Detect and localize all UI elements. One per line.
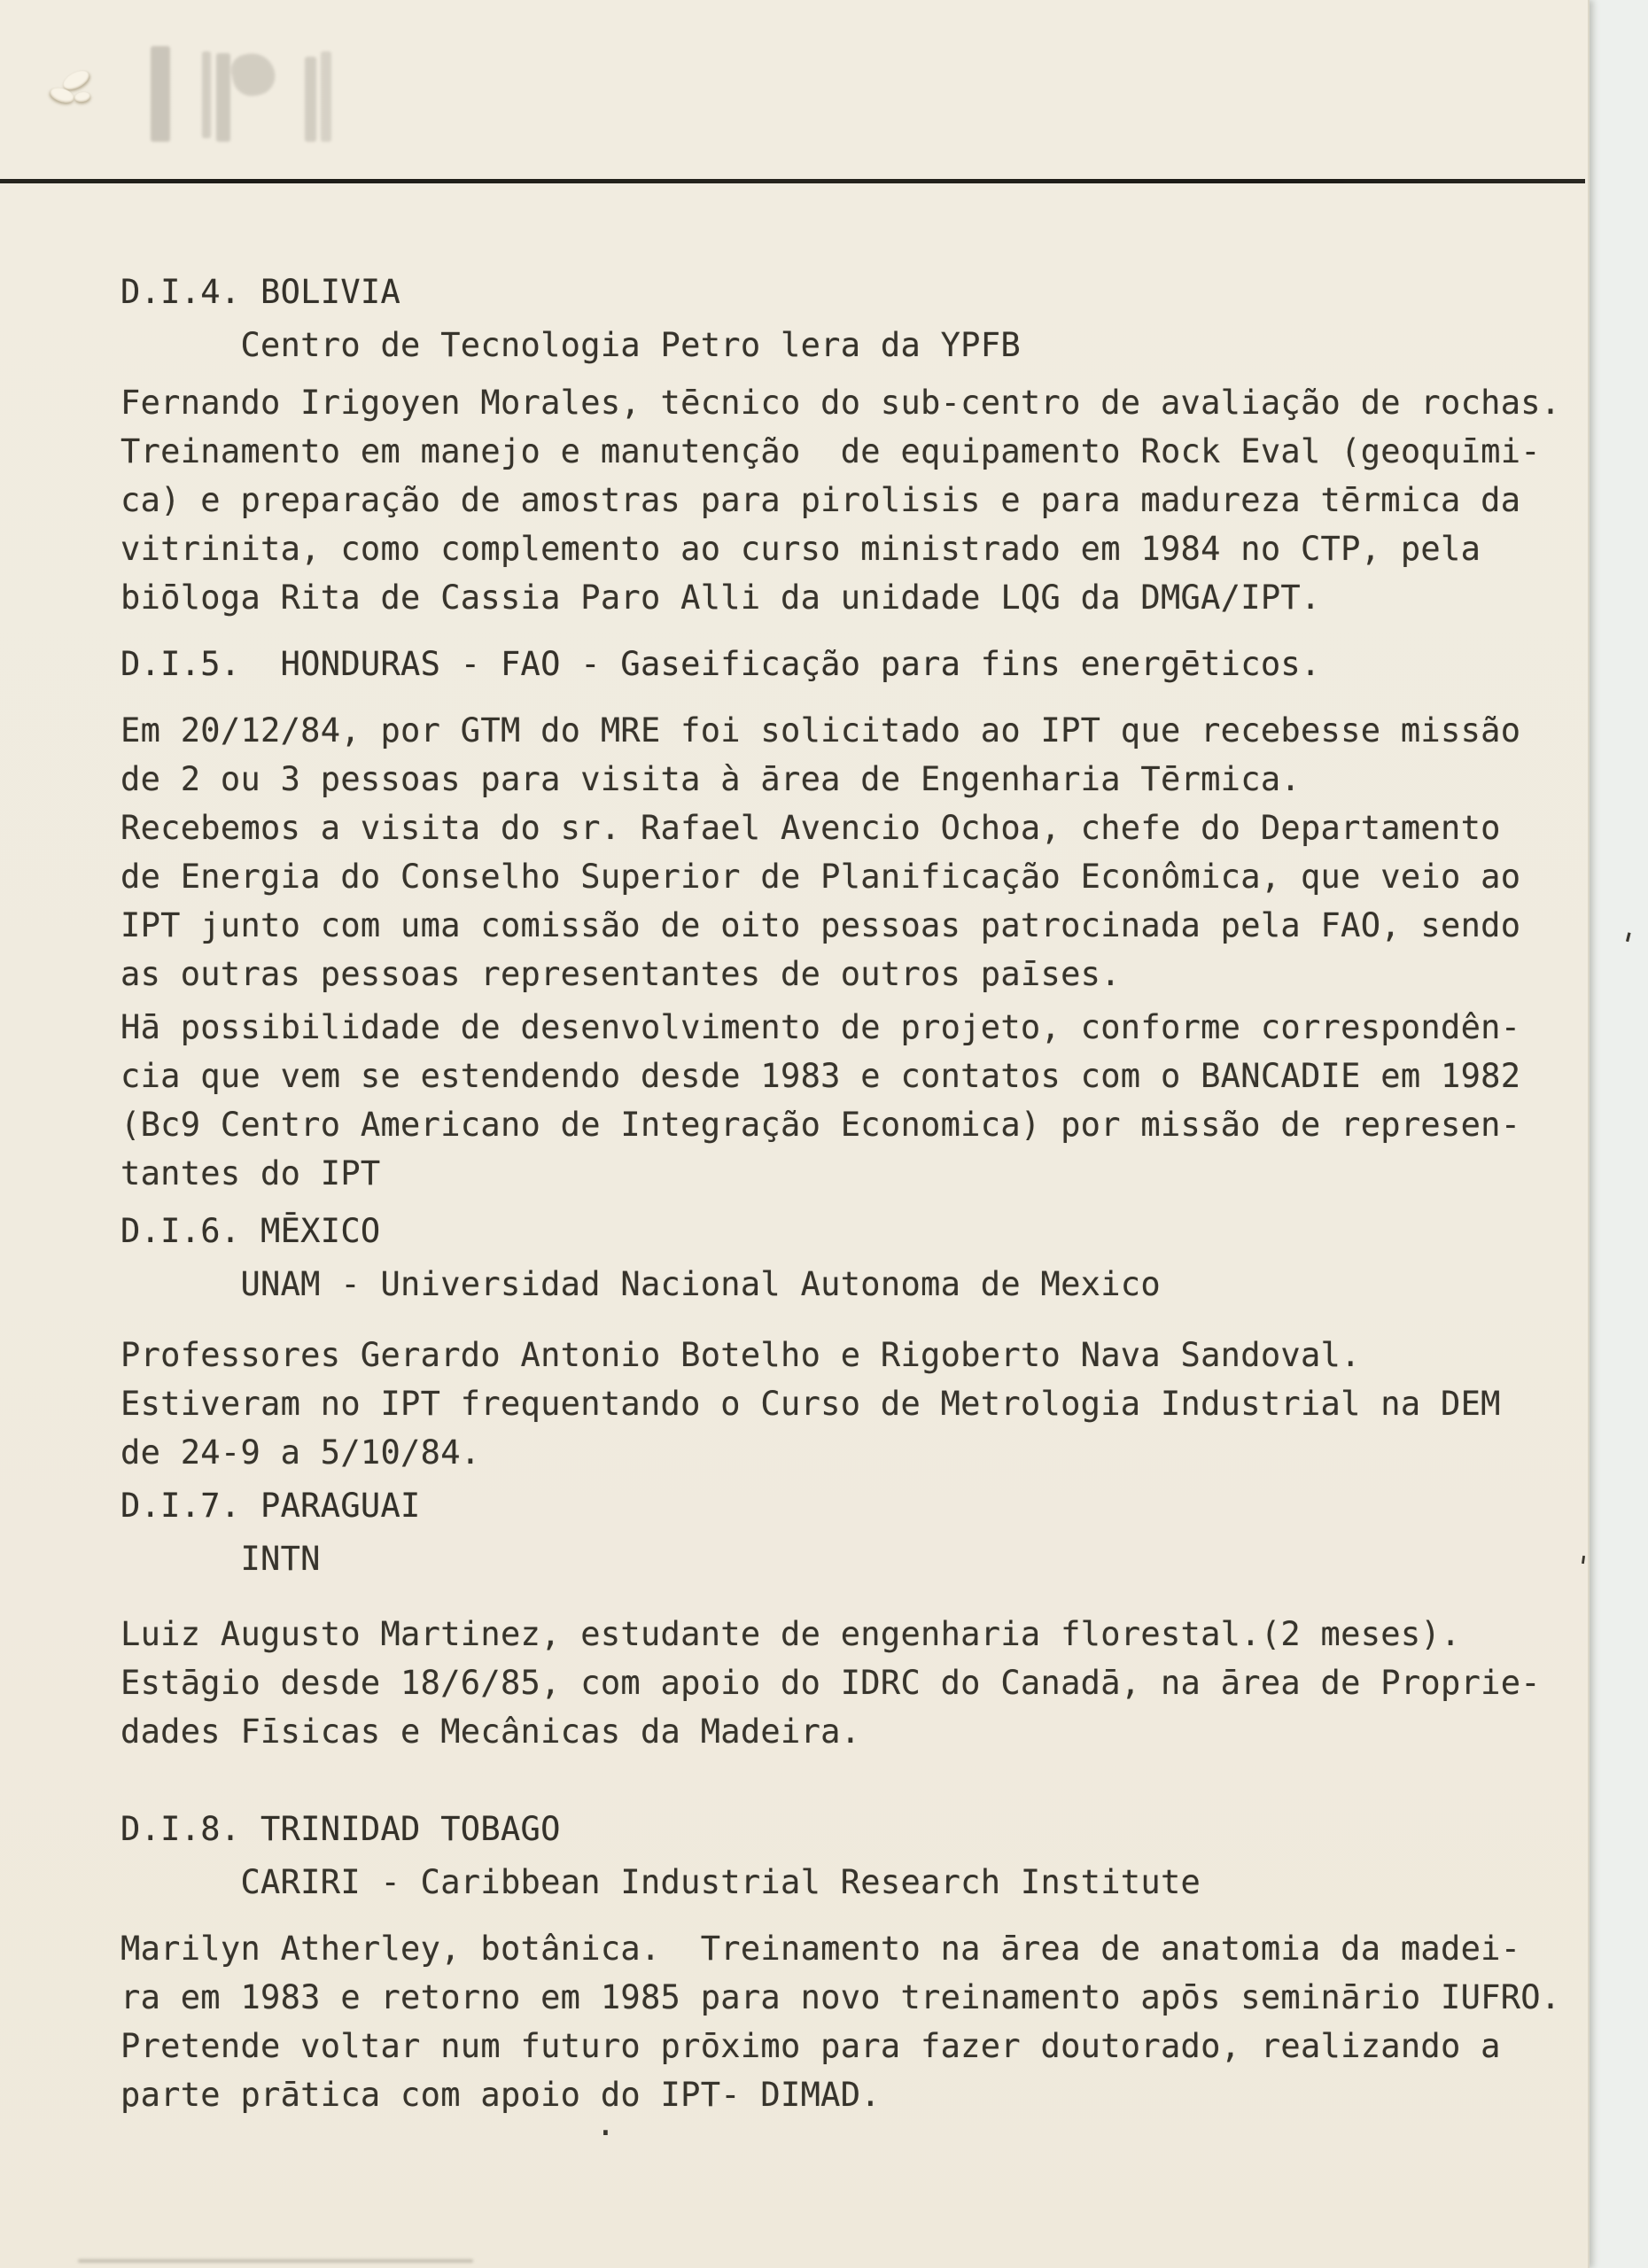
section-heading-line: D.I.7. PARAGUAI: [120, 1487, 421, 1525]
stamp-mark: [229, 50, 279, 100]
text-line: Treinamento em manejo e manutenção de equipamento Rock Eval (geoquīmi-: [120, 432, 1541, 470]
text-line: ca) e preparação de amostras para pirolisis e para madureza tērmica da: [120, 481, 1521, 519]
text-line: Fernando Irigoyen Morales, tēcnico do sub-centro de avaliação de rochas.: [120, 384, 1561, 422]
stamp-mark: [321, 51, 331, 142]
stamp-mark: [202, 51, 211, 138]
text-line: Recebemos a visita do sr. Rafael Avencio Ochoa, chefe do Departamento: [120, 809, 1501, 847]
text-line: ra em 1983 e retorno em 1985 para novo treinamento apōs seminārio IUFRO.: [120, 1978, 1561, 2016]
text-line: de 2 ou 3 pessoas para visita à ārea de Engenharia Tērmica.: [120, 760, 1301, 798]
paper-bottom-edge-shadow: [78, 2259, 473, 2263]
text-line: biōloga Rita de Cassia Paro Alli da unidade LQG da DMGA/IPT.: [120, 579, 1321, 617]
text-line: vitrinita, como complemento ao curso ministrado em 1984 no CTP, pela: [120, 530, 1481, 568]
text-line: Marilyn Atherley, botânica. Treinamento na ārea de anatomia da madei-: [120, 1930, 1521, 1968]
text-line: tantes do IPT: [120, 1154, 381, 1192]
section-heading-line: D.I.6. MĒXICO: [120, 1212, 381, 1250]
text-line: Luiz Augusto Martinez, estudante de engenharia florestal.(2 meses).: [120, 1615, 1461, 1653]
stamp-mark: [151, 46, 170, 142]
typewritten-text: [120, 268, 1582, 2119]
text-line: (Bc9 Centro Americano de Integração Economica) por missão de represen-: [120, 1106, 1521, 1144]
text-line: cia que vem se estendendo desde 1983 e contatos com o BANCADIE em 1982: [120, 1057, 1521, 1095]
text-line: INTN: [120, 1540, 321, 1578]
section-heading-line: D.I.8. TRINIDAD TOBAGO: [120, 1810, 561, 1848]
text-line: Estāgio desde 18/6/85, com apoio do IDRC do Canadā, na ārea de Proprie-: [120, 1664, 1541, 1702]
text-line: IPT junto com uma comissão de oito pessoas patrocinada pela FAO, sendo: [120, 906, 1521, 944]
stray-dot-mark: .: [595, 2104, 616, 2143]
stamp-mark: [305, 57, 316, 142]
text-line: Pretende voltar num futuro prōximo para fazer doutorado, realizando a: [120, 2027, 1501, 2065]
stamp-mark: [216, 53, 230, 142]
text-line: Hā possibilidade de desenvolvimento de projeto, conforme correspondên-: [120, 1008, 1521, 1046]
paper-tear-hole: [74, 91, 91, 104]
stray-ink-mark: ': [1612, 923, 1641, 967]
text-line: Centro de Tecnologia Petro lera da YPFB: [120, 326, 1021, 364]
section-heading-line: D.I.5. HONDURAS - FAO - Gaseificação para fins energēticos.: [120, 645, 1321, 683]
text-line: parte prātica com apoio do IPT- DIMAD.: [120, 2076, 881, 2114]
text-line: CARIRI - Caribbean Industrial Research Institute: [120, 1863, 1201, 1901]
text-line: dades Fīsicas e Mecânicas da Madeira.: [120, 1713, 861, 1751]
text-line: UNAM - Universidad Nacional Autonoma de Mexico: [120, 1265, 1161, 1303]
text-line: de 24-9 a 5/10/84.: [120, 1433, 481, 1472]
text-line: Em 20/12/84, por GTM do MRE foi solicitado ao IPT que recebesse missão: [120, 711, 1521, 750]
section-heading-line: D.I.4. BOLIVIA: [120, 273, 401, 311]
text-line: de Energia do Conselho Superior de Planificação Econômica, que veio ao: [120, 858, 1521, 896]
horizontal-rule: [0, 179, 1585, 183]
text-line: Estiveram no IPT frequentando o Curso de Metrologia Industrial na DEM: [120, 1385, 1501, 1423]
text-line: Professores Gerardo Antonio Botelho e Rigoberto Nava Sandoval.: [120, 1336, 1361, 1374]
stray-ink-mark: ': [1571, 1548, 1594, 1586]
text-line: as outras pessoas representantes de outros paīses.: [120, 955, 1121, 993]
